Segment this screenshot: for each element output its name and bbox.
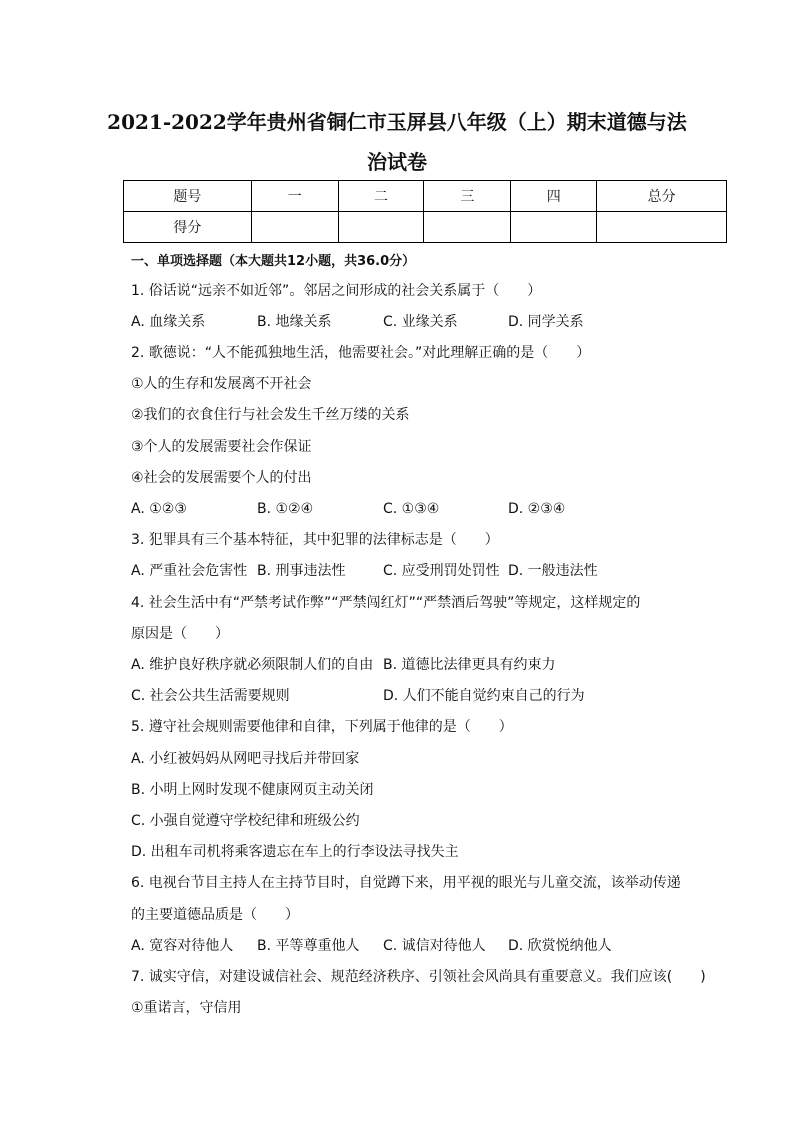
q3-option-a: A. 严重社会危害性 [131, 563, 248, 579]
q5-option-c: C. 小强自觉遵守学校纪律和班级公约 [131, 813, 360, 829]
exam-title-line2: 治试卷 [367, 150, 427, 174]
q2-option-b: B. ①②④ [257, 501, 314, 517]
q1-stem: 1. 俗话说“远亲不如近邻”。邻居之间形成的社会关系属于（ ） [131, 283, 542, 299]
score-header-cell: 总分 [597, 181, 727, 212]
score-header-cell: 一 [251, 181, 338, 212]
score-input-cell[interactable] [597, 212, 727, 243]
score-header-cell: 二 [338, 181, 424, 212]
score-row-label: 得分 [124, 212, 252, 243]
q2-stem: 2. 歌德说：“人不能孤独地生活，他需要社会。”对此理解正确的是（ ） [131, 345, 591, 361]
q5-option-d: D. 出租车司机将乘客遗忘在车上的行李设法寻找失主 [131, 844, 459, 860]
q6-stem-cont: 的主要道德品质是（ ） [131, 907, 299, 923]
q2-item: ②我们的衣食住行与社会发生千丝万缕的关系 [131, 407, 410, 423]
q1-option-b: B. 地缘关系 [257, 314, 332, 330]
q6-option-d: D. 欣赏悦纳他人 [508, 938, 612, 954]
q6-option-a: A. 宽容对待他人 [131, 938, 234, 954]
score-input-cell[interactable] [338, 212, 424, 243]
score-table-header-row [124, 181, 727, 212]
q1-option-c: C. 业缘关系 [383, 314, 458, 330]
q4-option-b: B. 道德比法律更具有约束力 [383, 657, 556, 673]
q6-option-b: B. 平等尊重他人 [257, 938, 360, 954]
q3-option-b: B. 刑事违法性 [257, 563, 346, 579]
score-table [123, 180, 727, 243]
q7-stem: 7. 诚实守信，对建设诚信社会、规范经济秩序、引领社会风尚具有重要意义。我们应该( ) [131, 969, 706, 985]
q4-option-a: A. 维护良好秩序就必须限制人们的自由 [131, 657, 374, 673]
q3-option-d: D. 一般违法性 [508, 563, 598, 579]
q2-option-a: A. ①②③ [131, 501, 187, 517]
q4-option-d: D. 人们不能自觉约束自己的行为 [383, 688, 585, 704]
q6-option-c: C. 诚信对待他人 [383, 938, 486, 954]
q6-stem: 6. 电视台节目主持人在主持节目时，自觉蹲下来，用平视的眼光与儿童交流，该举动传递 [131, 875, 681, 891]
q3-stem: 3. 犯罪具有三个基本特征，其中犯罪的法律标志是（ ） [131, 532, 499, 548]
q2-option-c: C. ①③④ [383, 501, 440, 517]
score-header-cell: 题号 [124, 181, 252, 212]
score-input-cell[interactable] [511, 212, 597, 243]
q2-option-d: D. ②③④ [508, 501, 566, 517]
q5-stem: 5. 遵守社会规则需要他律和自律，下列属于他律的是（ ） [131, 719, 513, 735]
score-table-score-row [124, 212, 727, 243]
score-input-cell[interactable] [424, 212, 511, 243]
q3-option-c: C. 应受刑罚处罚性 [383, 563, 500, 579]
q5-option-a: A. 小红被妈妈从网吧寻找后并带回家 [131, 751, 360, 767]
q2-item: ③个人的发展需要社会作保证 [131, 439, 312, 455]
section-heading: 一、单项选择题（本大题共12小题，共36.0分） [131, 254, 416, 269]
score-input-cell[interactable] [251, 212, 338, 243]
q1-option-a: A. 血缘关系 [131, 314, 206, 330]
q4-stem: 4. 社会生活中有“严禁考试作弊”“严禁闯红灯”“严禁酒后驾驶”等规定，这样规定的 [131, 595, 641, 611]
q2-item: ④社会的发展需要个人的付出 [131, 470, 312, 486]
q4-option-c: C. 社会公共生活需要规则 [131, 688, 290, 704]
q2-item: ①人的生存和发展离不开社会 [131, 376, 312, 392]
q5-option-b: B. 小明上网时发现不健康网页主动关闭 [131, 782, 374, 798]
score-header-cell: 四 [511, 181, 597, 212]
exam-title-line1: 2021-2022学年贵州省铜仁市玉屏县八年级（上）期末道德与法 [107, 110, 687, 134]
q1-option-d: D. 同学关系 [508, 314, 584, 330]
q4-stem-cont: 原因是（ ） [131, 626, 229, 642]
score-header-cell: 三 [424, 181, 511, 212]
q7-item: ①重诺言，守信用 [131, 1000, 242, 1016]
